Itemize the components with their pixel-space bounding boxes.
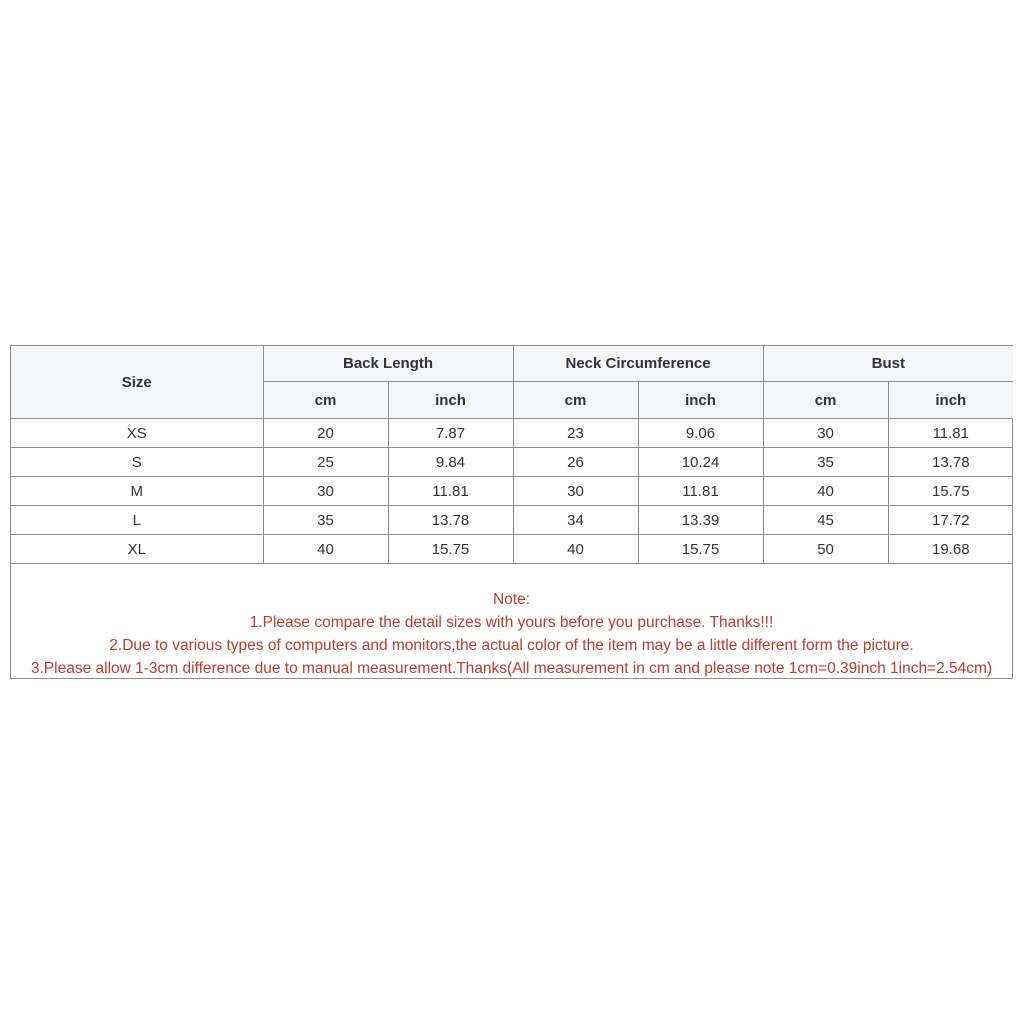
size-cell: XL — [11, 535, 263, 564]
value-cell: 9.06 — [638, 419, 763, 448]
note-line-1: 1.Please compare the detail sizes with yours before you purchase. Thanks!!! — [249, 614, 774, 631]
bust-header: Bust — [763, 346, 1013, 382]
value-cell: 30 — [763, 419, 888, 448]
value-cell: 25 — [263, 448, 388, 477]
value-cell: 35 — [763, 448, 888, 477]
value-cell: 13.39 — [638, 506, 763, 535]
table-row — [11, 448, 1013, 477]
table-row — [11, 419, 1013, 448]
value-cell: 40 — [513, 535, 638, 564]
value-cell: 17.72 — [888, 506, 1013, 535]
unit-header-cm: cm — [513, 382, 638, 419]
value-cell: 11.81 — [388, 477, 513, 506]
value-cell: 11.81 — [888, 419, 1013, 448]
size-chart — [10, 345, 1013, 679]
value-cell: 9.84 — [388, 448, 513, 477]
back-length-header: Back Length — [263, 346, 513, 382]
value-cell: 20 — [263, 419, 388, 448]
size-cell: XS — [11, 419, 263, 448]
neck-circumference-header: Neck Circumference — [513, 346, 763, 382]
value-cell: 34 — [513, 506, 638, 535]
value-cell: 15.75 — [888, 477, 1013, 506]
size-cell: M — [11, 477, 263, 506]
size-table — [11, 346, 1013, 564]
size-cell: L — [11, 506, 263, 535]
unit-header-inch: inch — [638, 382, 763, 419]
value-cell: 50 — [763, 535, 888, 564]
value-cell: 30 — [513, 477, 638, 506]
unit-header-inch: inch — [888, 382, 1013, 419]
unit-header-inch: inch — [388, 382, 513, 419]
unit-header-cm: cm — [763, 382, 888, 419]
value-cell: 7.87 — [388, 419, 513, 448]
value-cell: 30 — [263, 477, 388, 506]
value-cell: 15.75 — [638, 535, 763, 564]
table-row — [11, 477, 1013, 506]
note-line-2: 2.Due to various types of computers and monitors,the actual color of the item may be a little different form the picture. — [109, 637, 914, 654]
size-cell: S — [11, 448, 263, 477]
value-cell: 13.78 — [888, 448, 1013, 477]
value-cell: 11.81 — [638, 477, 763, 506]
header-row-groups — [11, 346, 1013, 382]
value-cell: 23 — [513, 419, 638, 448]
value-cell: 45 — [763, 506, 888, 535]
notes-section — [11, 564, 1012, 679]
value-cell: 40 — [763, 477, 888, 506]
unit-header-cm: cm — [263, 382, 388, 419]
value-cell: 40 — [263, 535, 388, 564]
value-cell: 35 — [263, 506, 388, 535]
value-cell: 26 — [513, 448, 638, 477]
note-title: Note: — [492, 591, 531, 608]
table-row — [11, 506, 1013, 535]
size-column-header: Size — [11, 346, 263, 419]
value-cell: 10.24 — [638, 448, 763, 477]
value-cell: 19.68 — [888, 535, 1013, 564]
note-line-3: 3.Please allow 1-3cm difference due to manual measurement.Thanks(All measurement in cm and please note 1cm=0.39inch 1inch=2.54cm) — [30, 660, 993, 677]
value-cell: 13.78 — [388, 506, 513, 535]
value-cell: 15.75 — [388, 535, 513, 564]
table-row — [11, 535, 1013, 564]
